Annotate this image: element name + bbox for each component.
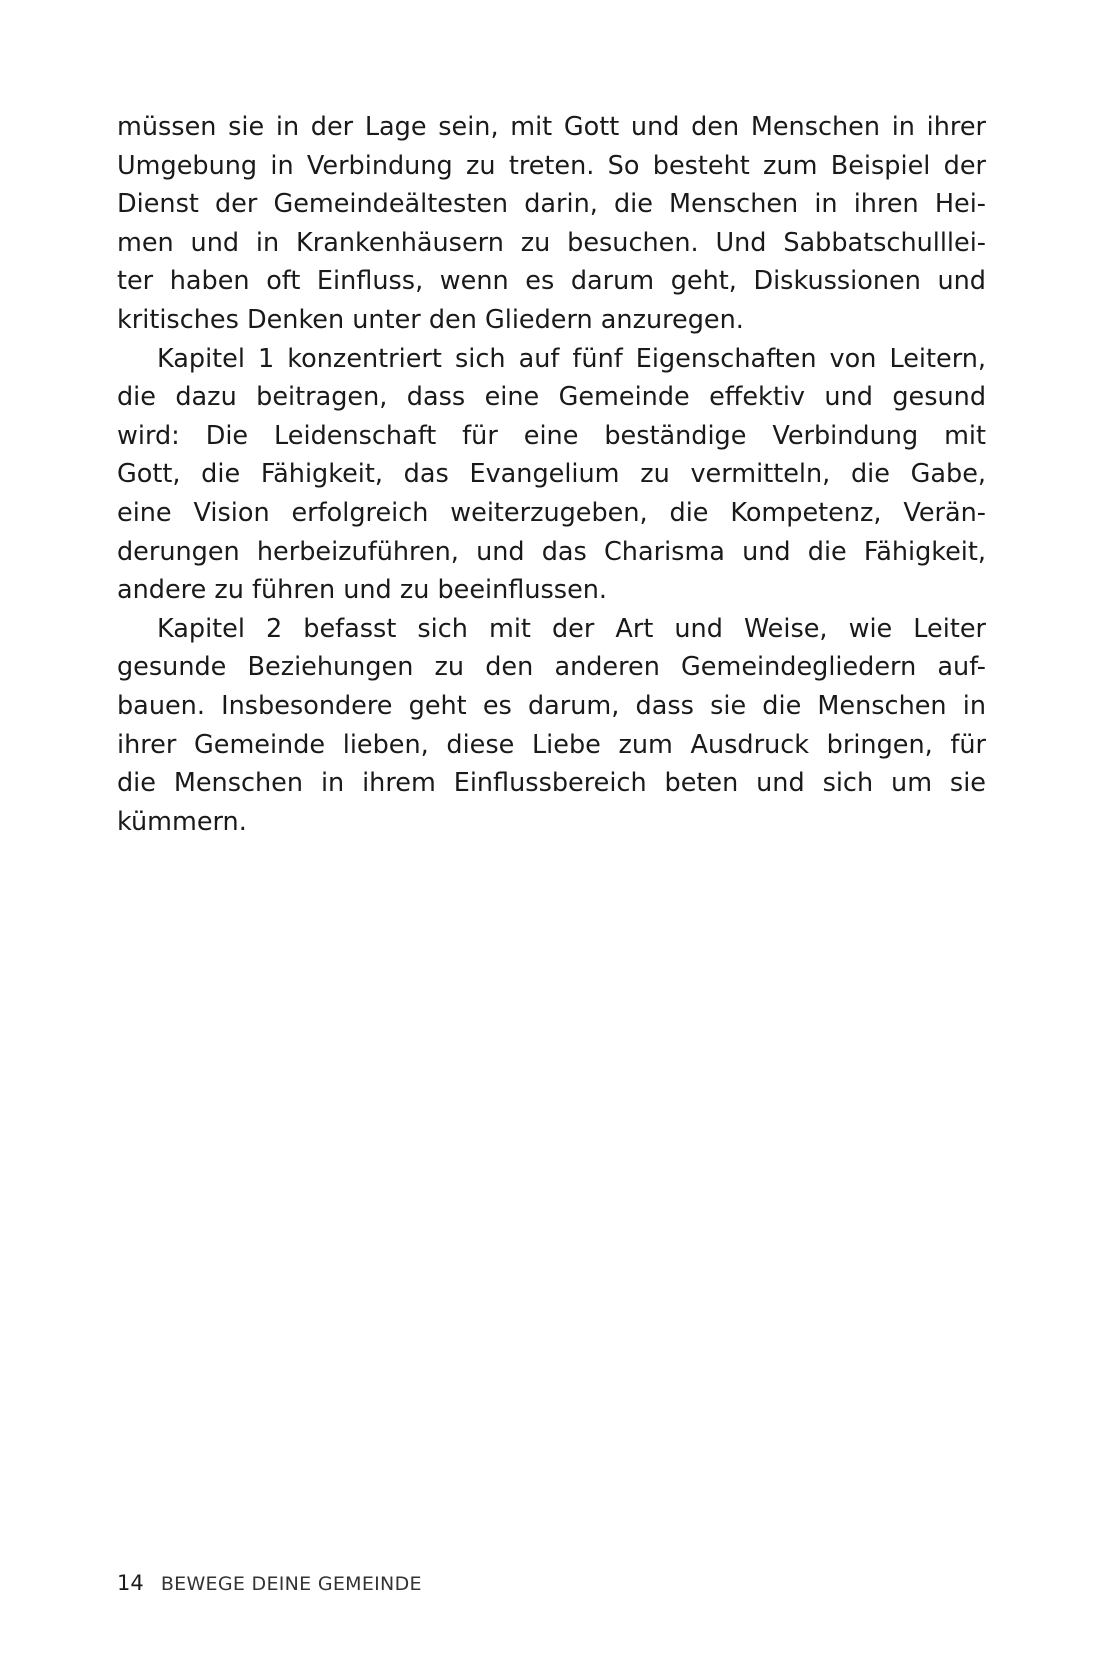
text-line: gesunde Beziehungen zu den anderen Gemeindegliedern auf-	[117, 652, 986, 683]
text-line: die dazu beitragen, dass eine Gemeinde effektiv und gesund	[117, 382, 986, 413]
text-line: Kapitel 2 befasst sich mit der Art und Weise, wie Leiter	[157, 613, 986, 644]
running-title: BEWEGE DEINE GEMEINDE	[160, 1573, 422, 1595]
text-line: Dienst der Gemeindeältesten darin, die Menschen in ihren Hei-	[117, 189, 986, 220]
text-line: wird: Die Leidenschaft für eine beständige Verbindung mit	[117, 420, 986, 451]
text-line: eine Vision erfolgreich weiterzugeben, die Kompetenz, Verän-	[117, 497, 986, 528]
paragraph-2	[117, 340, 986, 610]
page-number: 14	[117, 1571, 144, 1595]
text-line: andere zu führen und zu beeinflussen.	[117, 575, 608, 606]
text-line: ihrer Gemeinde lieben, diese Liebe zum Ausdruck bringen, für	[117, 729, 986, 760]
text-line: Gott, die Fähigkeit, das Evangelium zu vermitteln, die Gabe,	[117, 459, 986, 490]
text-line: kümmern.	[117, 806, 247, 837]
text-line: men und in Krankenhäusern zu besuchen. Und Sabbatschulllei-	[117, 227, 986, 258]
text-line: die Menschen in ihrem Einflussbereich beten und sich um sie	[117, 768, 986, 799]
text-line: kritisches Denken unter den Gliedern anzuregen.	[117, 304, 744, 335]
paragraph-1	[117, 108, 986, 340]
page-footer	[117, 1568, 422, 1598]
paragraph-3	[117, 610, 986, 842]
text-line: ter haben oft Einfluss, wenn es darum geht, Diskussionen und	[117, 266, 986, 297]
text-line: Umgebung in Verbindung zu treten. So besteht zum Beispiel der	[117, 150, 986, 181]
text-line: müssen sie in der Lage sein, mit Gott und den Menschen in ihrer	[117, 112, 986, 142]
text-line: derungen herbeizuführen, und das Charisma und die Fähigkeit,	[117, 536, 986, 567]
body-text	[117, 108, 986, 841]
text-line: bauen. Insbesondere geht es darum, dass sie die Menschen in	[117, 690, 986, 721]
text-line: Kapitel 1 konzentriert sich auf fünf Eigenschaften von Leitern,	[157, 343, 986, 374]
